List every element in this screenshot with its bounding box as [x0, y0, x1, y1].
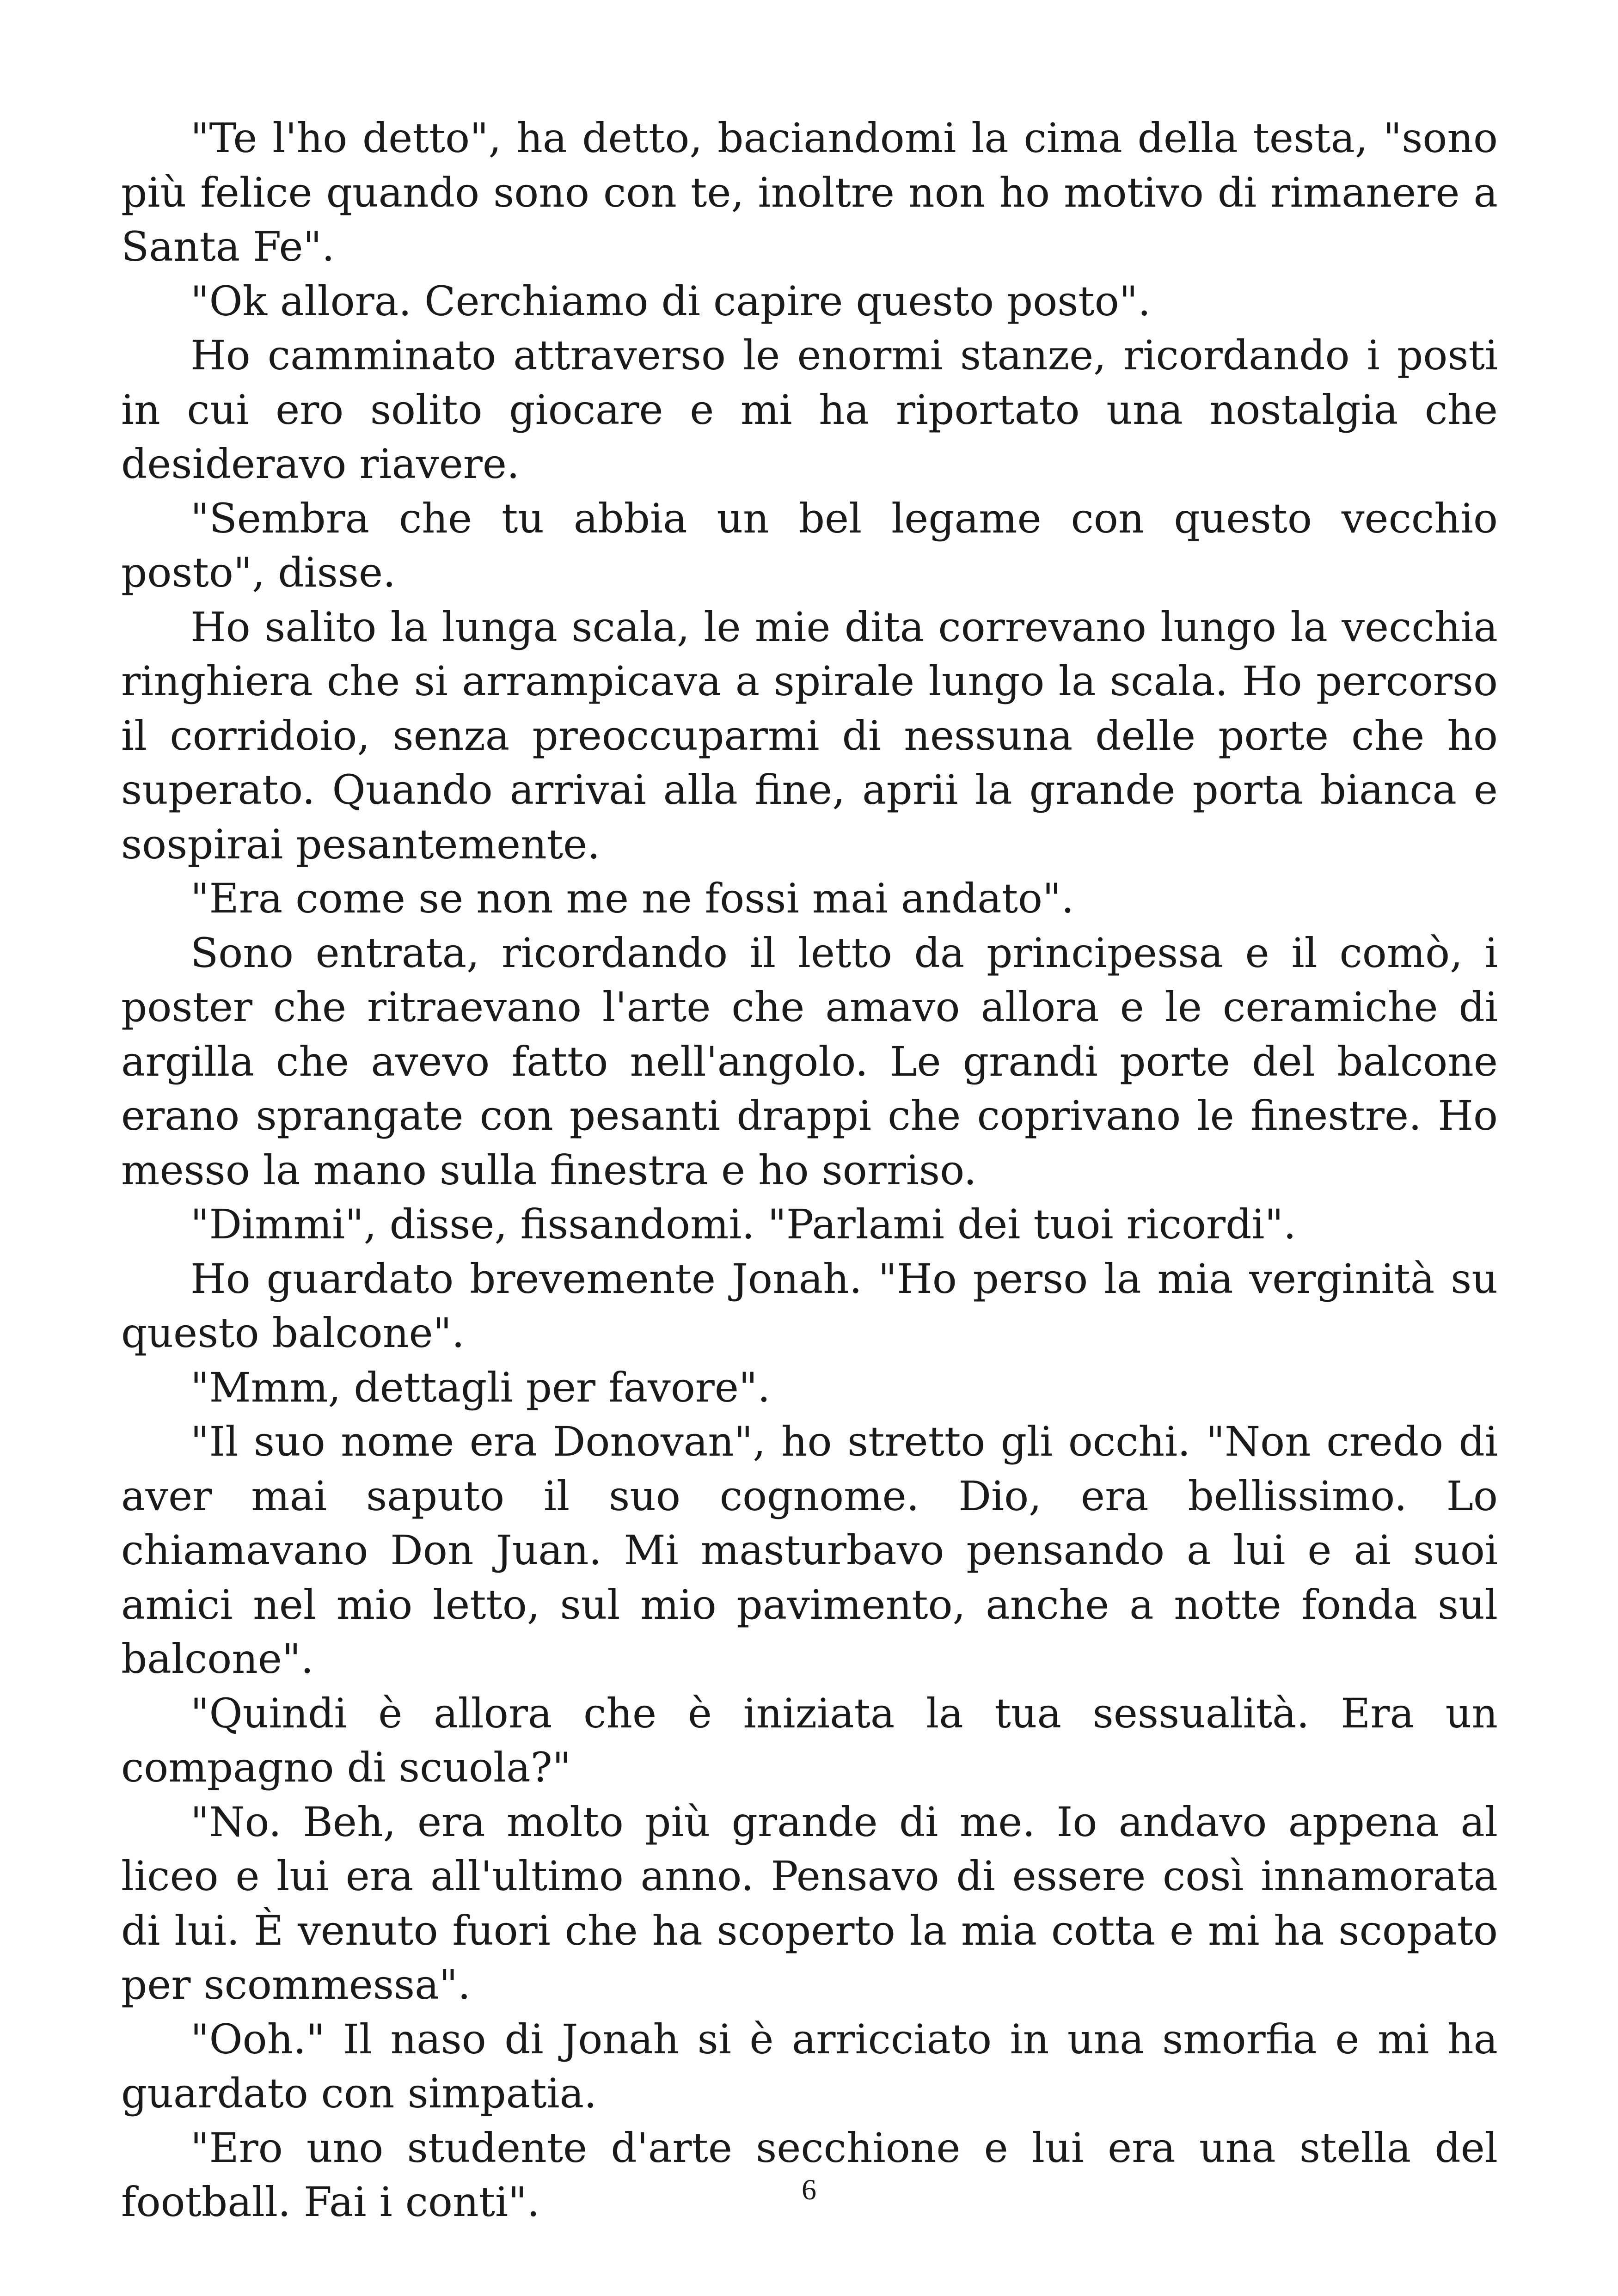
paragraph: "Mmm, dettagli per favore". [190, 1363, 771, 1411]
paragraph: "Ok allora. Cerchiamo di capire questo posto". [190, 277, 1151, 325]
paragraph: Sono entrata, ricordando il letto da principessa e il comò, i poster che ritraevano l'arte che amavo allora e le ceramiche di argilla che avevo fatto nell'angolo. Le grandi porte del balcone erano sprangate con pesanti drappi che coprivano le finestre. Ho messo la mano sulla finestra e ho sorriso. [121, 929, 1498, 1194]
paragraph: Ho camminato attraverso le enormi stanze, ricordando i posti in cui ero solito giocare e mi ha riportato una nostalgia che desideravo riavere. [121, 331, 1498, 488]
paragraph: "Era come se non me ne fossi mai andato". [190, 875, 1074, 922]
paragraph: "Ero uno studente d'arte secchione e lui era una stella del football. Fai i conti". [121, 2124, 1498, 2226]
page-body-text [121, 111, 1498, 2229]
paragraph: "Ooh." Il naso di Jonah si è arricciato in una smorfia e mi ha guardato con simpatia. [121, 2015, 1498, 2117]
paragraph: "Quindi è allora che è iniziata la tua sessualità. Era un compagno di scuola?" [121, 1689, 1498, 1791]
paragraph: "Te l'ho detto", ha detto, baciandomi la cima della testa, "sono più felice quando sono con te, inoltre non ho motivo di rimanere a Santa Fe". [121, 114, 1498, 270]
paragraph: "Il suo nome era Donovan", ho stretto gli occhi. "Non credo di aver mai saputo il suo cognome. Dio, era bellissimo. Lo chiamavano Don Juan. Mi masturbavo pensando a lui e ai suoi amici nel mio letto, sul mio pavimento, anche a notte fonda sul balcone". [121, 1418, 1498, 1683]
paragraph: "Sembra che tu abbia un bel legame con questo vecchio posto", disse. [121, 494, 1498, 596]
paragraph: Ho salito la lunga scala, le mie dita correvano lungo la vecchia ringhiera che si arrampicava a spirale lungo la scala. Ho percorso il corridoio, senza preoccuparmi di nessuna delle porte che ho superato. Quando arrivai alla fine, aprii la grande porta bianca e sospirai pesantemente. [121, 603, 1498, 868]
paragraph: "Dimmi", disse, fissandomi. "Parlami dei tuoi ricordi". [190, 1200, 1297, 1248]
paragraph: Ho guardato brevemente Jonah. "Ho perso la mia verginità su questo balcone". [121, 1255, 1498, 1357]
page-number: 6 [802, 2173, 816, 2206]
paragraph: "No. Beh, era molto più grande di me. Io andavo appena al liceo e lui era all'ultimo anno. Pensavo di essere così innamorata di lui. È venuto fuori che ha scoperto la mia cotta e mi ha scopato per scommessa". [121, 1798, 1498, 2008]
